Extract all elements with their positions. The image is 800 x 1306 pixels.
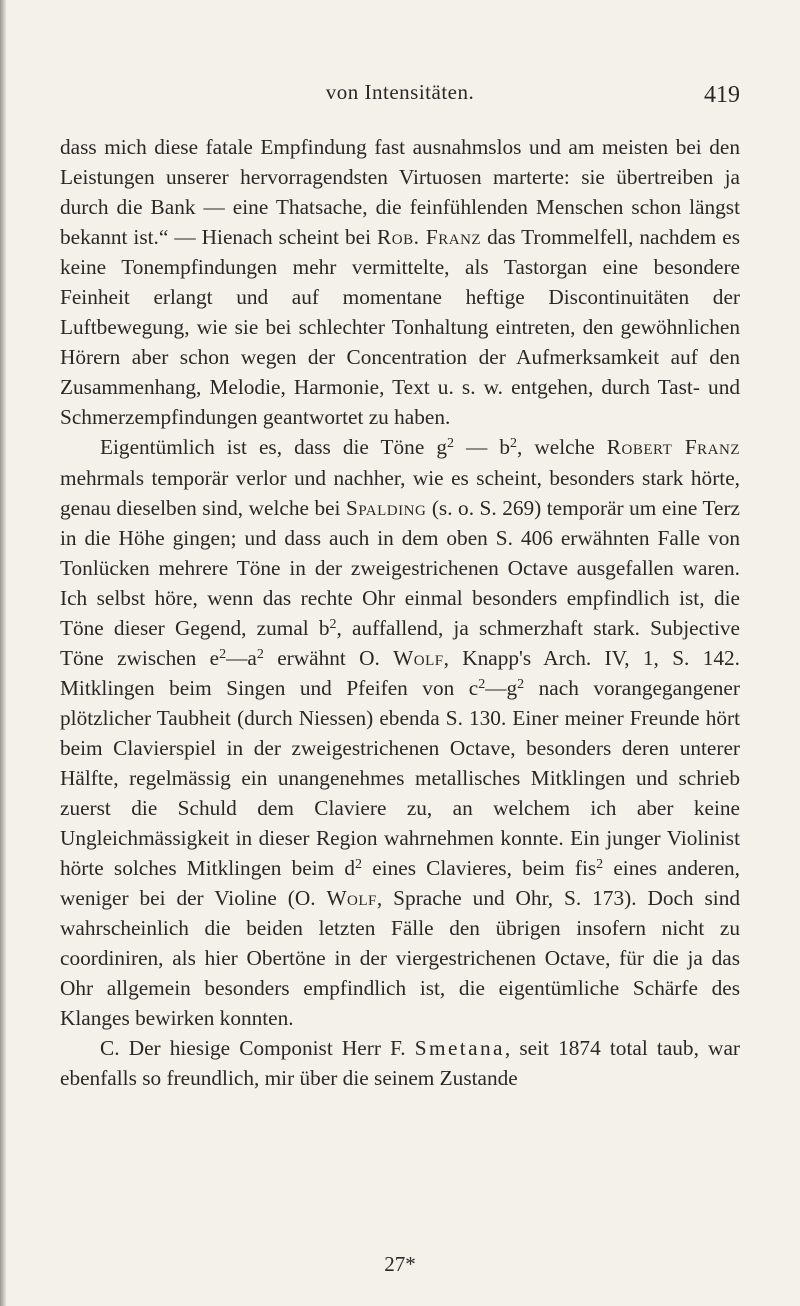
superscript-octave: 2 bbox=[478, 676, 486, 692]
page-gutter-edge bbox=[0, 0, 6, 1306]
superscript-octave: 2 bbox=[329, 616, 337, 632]
superscript-octave: 2 bbox=[596, 857, 604, 873]
text-run: das Trommelfell, nachdem es keine Tonempfindungen mehr vermittelte, als Tastorgan eine besondere Feinheit erlangt und auf momentane heftige Discontinuitäten der Luftbewegung, wie sie bei schlechter Tonhaltung eintreten, den gewöhnlichen Hörern aber schon wegen der Concentration der Aufmerksamkeit auf den Zusammenhang, Melodie, Harmonie, Text u. s. w. entgehen, durch Tast- und Schmerzempfindungen geantwortet zu haben. bbox=[60, 225, 740, 430]
body-text bbox=[60, 132, 740, 1094]
paragraph bbox=[60, 1033, 740, 1093]
superscript-octave: 2 bbox=[446, 436, 454, 452]
person-name-spaced: Smetana bbox=[414, 1036, 505, 1061]
text-run: —g bbox=[485, 675, 518, 700]
text-run: —a bbox=[226, 645, 257, 670]
text-run: , seit 1874 total taub, war ebenfalls so freundlich, mir über die seinem Zustande bbox=[60, 1036, 740, 1091]
superscript-octave: 2 bbox=[517, 676, 525, 692]
text-run: erwähnt O. bbox=[263, 645, 394, 670]
running-head: von Intensitäten. bbox=[325, 80, 475, 104]
text-run: (s. o. S. 269) temporär um eine Terz in die Höhe gingen; und dass auch in dem oben S. 406 erwähnten Falle von Tonlücken mehrere Töne in der zweigestrichenen Octave ausgefallen waren. Ich selbst höre, wenn das rechte Ohr einmal besonders empfindlich ist, die Töne dieser Gegend, zumal b bbox=[60, 495, 740, 640]
text-run: nach vorangegangener plötzlicher Taubheit (durch Niessen) ebenda S. 130. Einer meiner Freunde hört beim Clavierspiel in der zweigestrichenen Octave, besonders deren unterer Hälfte, regelmässig ein unangenehmes metallisches Mitklingen und schrieb zuerst die Schuld dem Claviere zu, an welchem ich aber keine Ungleichmässigkeit in dieser Region wahrnehmen konnte. Ein junger Violinist hörte solches Mitklingen beim d bbox=[60, 675, 740, 881]
text-run: , auffallend, ja schmerzhaft stark. Subjective Töne zwischen e bbox=[60, 615, 740, 670]
text-run: mehrmals temporär verlor und nachher, wie es scheint, besonders stark hörte, genau dieselben sind, welche bei bbox=[60, 465, 740, 520]
printer-signature-mark: 27* bbox=[384, 1252, 416, 1276]
text-run: eines Clavieres, beim fis bbox=[362, 856, 597, 881]
person-name: Rob. Franz bbox=[377, 225, 482, 250]
superscript-octave: 2 bbox=[510, 436, 518, 452]
text-run: Eigentümlich ist es, dass die Töne g bbox=[100, 435, 447, 460]
text-run: dass mich diese fatale Empfindung fast ausnahmslos und am meisten bei den Leistungen unserer hervorragendsten Virtuosen marterte: sie übertreiben ja durch die Bank — eine Thatsache, die feinfühlenden Menschen schon längst bekannt ist.“ — Hienach scheint bei bbox=[60, 135, 740, 250]
text-run: — b bbox=[453, 435, 511, 460]
page-header bbox=[60, 80, 740, 120]
text-run: eines anderen, weniger bei der Violine (O. bbox=[60, 856, 740, 911]
person-name: Robert Franz bbox=[606, 435, 741, 460]
superscript-octave: 2 bbox=[219, 646, 227, 662]
paragraph bbox=[60, 432, 740, 1033]
text-run: , Sprache und Ohr, S. 173). Doch sind wahrscheinlich die beiden letzten Fälle den übrigen insofern nicht zu coordiniren, als hier Obertöne in der viergestrichenen Octave, für die ja das Ohr allgemein besonders empfindlich ist, die eigentümliche Schärfe des Klanges bewirken konnten. bbox=[60, 886, 741, 1031]
superscript-octave: 2 bbox=[256, 646, 264, 662]
person-name: Wolf bbox=[326, 886, 377, 911]
paragraph bbox=[60, 132, 740, 432]
text-run: , Knapp's Arch. IV, 1, S. 142. Mitklingen beim Singen und Pfeifen von c bbox=[60, 645, 740, 700]
text-run: C. Der hiesige Componist Herr F. bbox=[100, 1036, 415, 1061]
superscript-octave: 2 bbox=[355, 857, 363, 873]
page-number: 419 bbox=[704, 82, 740, 108]
person-name: Wolf bbox=[393, 645, 444, 670]
text-run: , welche bbox=[517, 435, 607, 460]
person-name: Spalding bbox=[346, 495, 427, 520]
